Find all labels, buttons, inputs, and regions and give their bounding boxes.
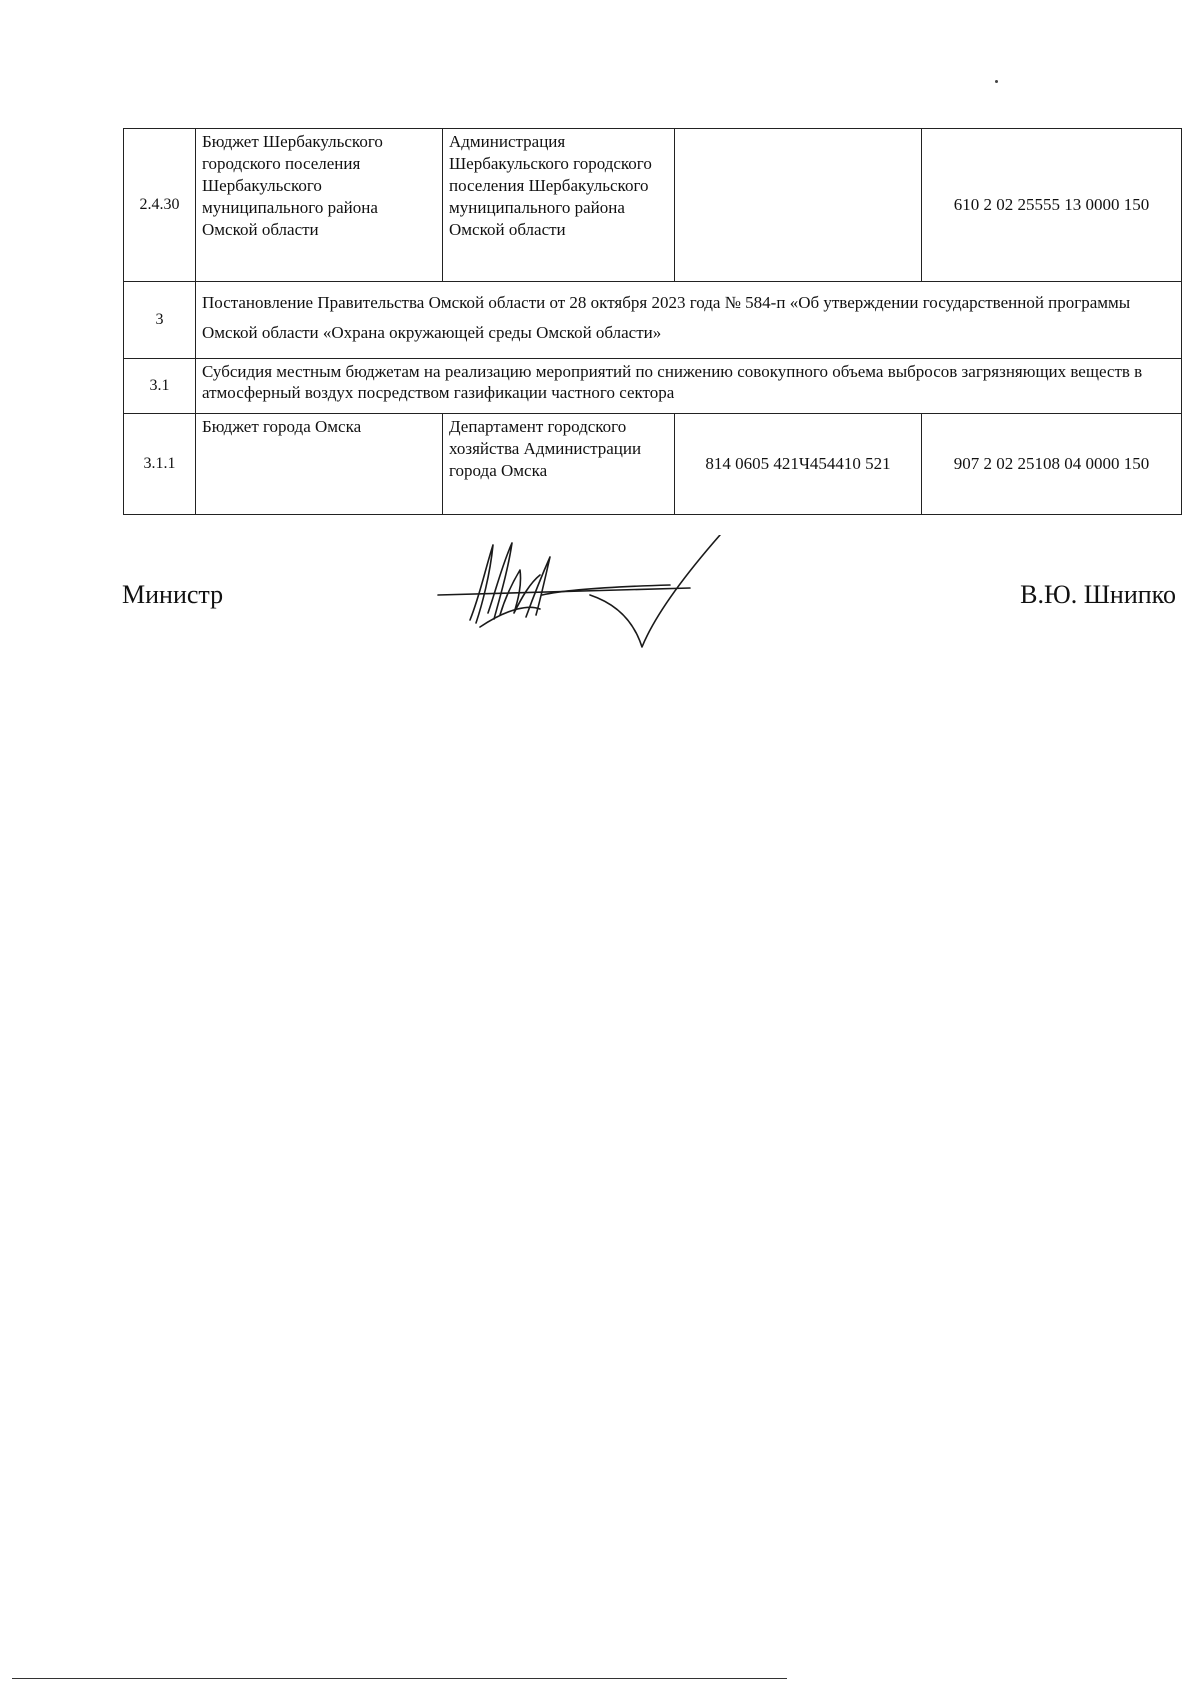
table-row bbox=[124, 414, 1182, 515]
row-number: 3.1.1 bbox=[124, 414, 196, 515]
budget-cell: Бюджет Шербакульского городского поселения Шербакульского муниципального района Омской области bbox=[196, 129, 443, 282]
row-number: 2.4.30 bbox=[124, 129, 196, 282]
table-row bbox=[124, 282, 1182, 359]
signer-name: В.Ю. Шнипко bbox=[1020, 580, 1176, 609]
table-row bbox=[124, 129, 1182, 282]
row-number: 3 bbox=[124, 282, 196, 359]
administrator-cell: Департамент городского хозяйства Администрации города Омска bbox=[443, 414, 675, 515]
budget-table bbox=[123, 128, 1182, 515]
income-code-cell: 610 2 02 25555 13 0000 150 bbox=[922, 129, 1182, 282]
row-number: 3.1 bbox=[124, 359, 196, 414]
footer-rule bbox=[12, 1678, 787, 1679]
signer-position: Министр bbox=[122, 580, 224, 609]
expense-code-cell bbox=[675, 129, 922, 282]
income-code-cell: 907 2 02 25108 04 0000 150 bbox=[922, 414, 1182, 515]
administrator-cell: Администрация Шербакульского городского поселения Шербакульского муниципального района Омской области bbox=[443, 129, 675, 282]
table-row bbox=[124, 359, 1182, 414]
scan-dot bbox=[995, 80, 998, 83]
budget-cell: Бюджет города Омска bbox=[196, 414, 443, 515]
handwritten-signature bbox=[430, 535, 750, 655]
expense-code-cell: 814 0605 421Ч454410 521 bbox=[675, 414, 922, 515]
program-title-cell: Постановление Правительства Омской области от 28 октября 2023 года № 584-п «Об утверждении государственной программы Омской области «Охрана окружающей среды Омской области» bbox=[196, 282, 1182, 359]
subsidy-title-cell: Субсидия местным бюджетам на реализацию мероприятий по снижению совокупного объема выбросов загрязняющих веществ в атмосферный воздух посредством газификации частного сектора bbox=[196, 359, 1182, 414]
